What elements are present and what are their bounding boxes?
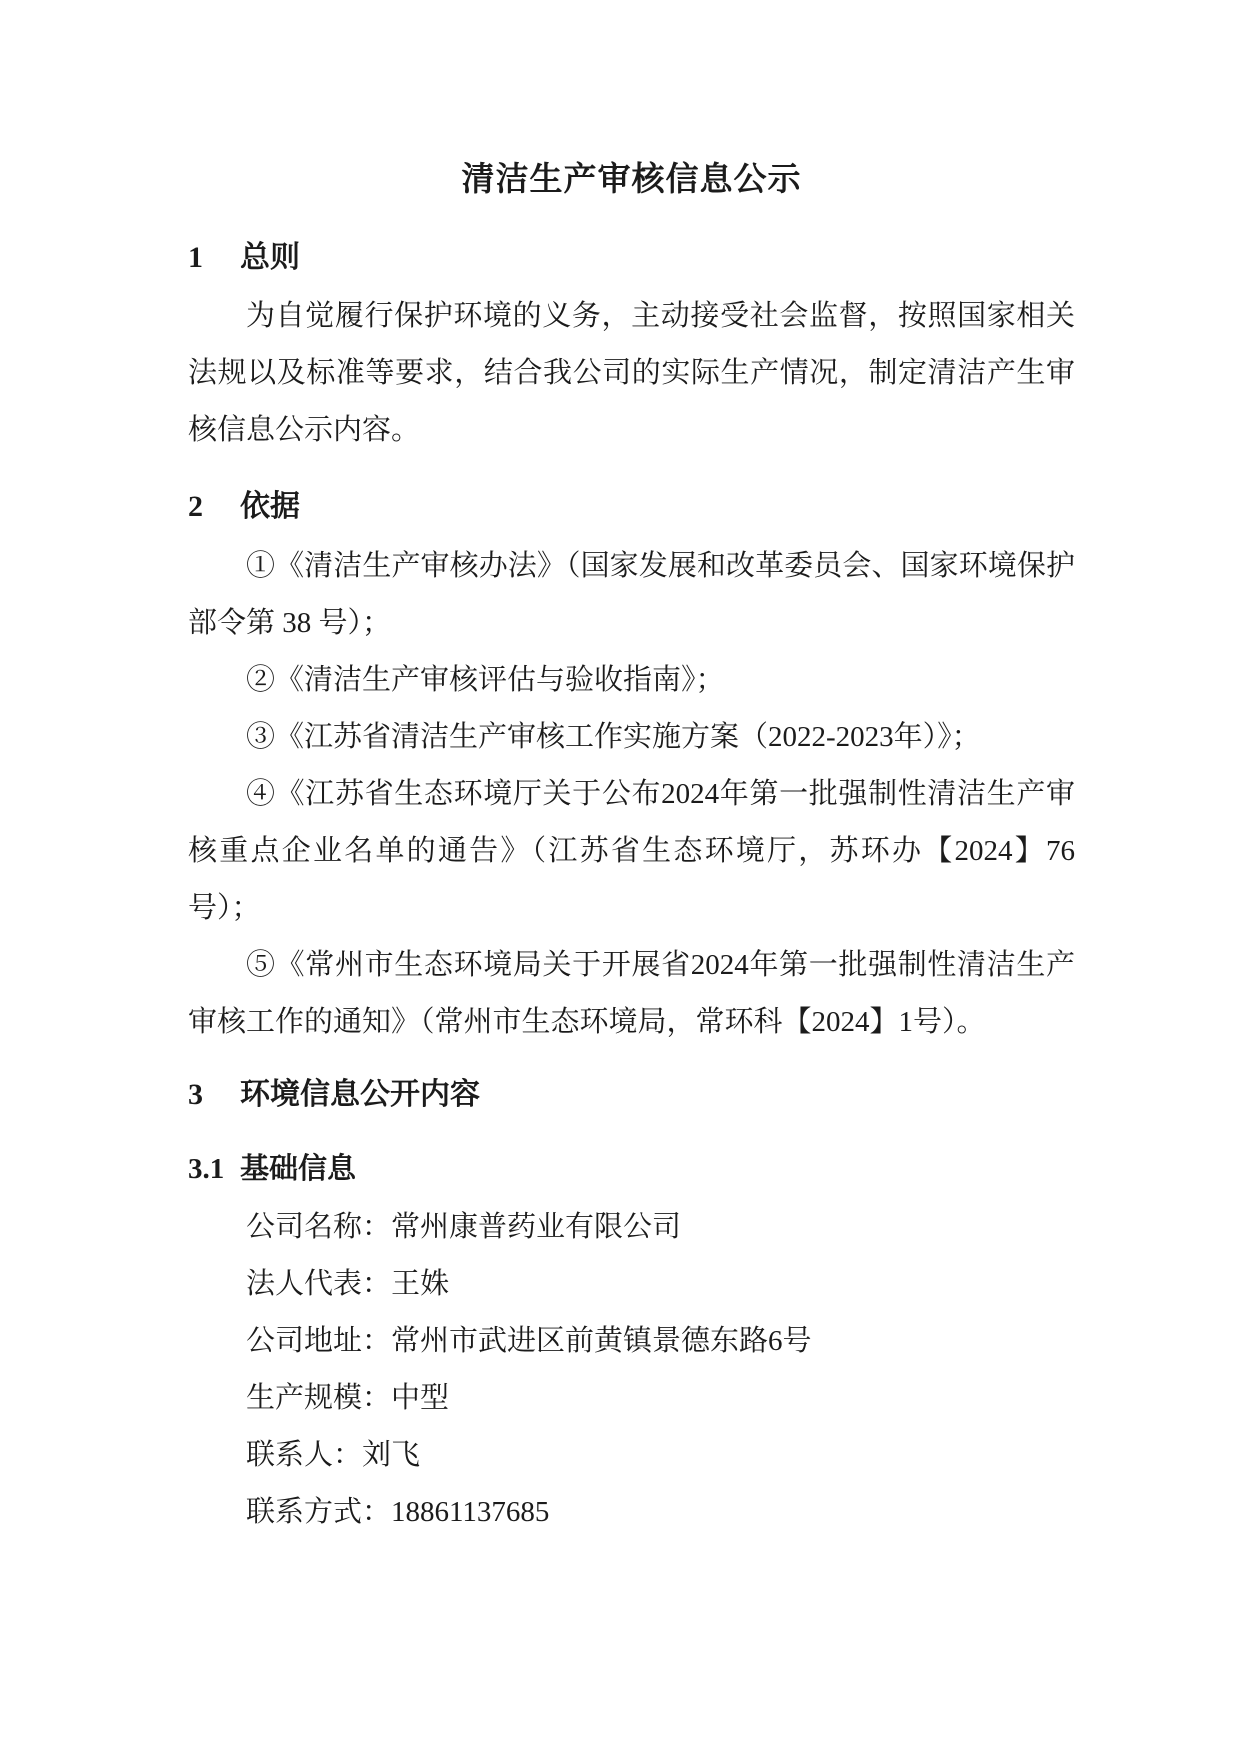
- section-3-heading: [188, 1077, 1075, 1113]
- section-3-number: 3: [188, 1078, 203, 1111]
- reference-item-5: ⑤《常州市生态环境局关于开展省2024年第一批强制性清洁生产审核工作的通知》（常州市生态环境局，常环科【2024】1号）。: [188, 949, 1075, 1038]
- info-line-company-name: 公司名称：常州康普药业有限公司: [246, 1211, 682, 1243]
- general-principles-paragraph: 为自觉履行保护环境的义务，主动接受社会监督，按照国家相关法规以及标准等要求，结合我公司的实际生产情况，制定清洁产生审核信息公示内容。: [188, 300, 1075, 446]
- section-1-heading-text: 总则: [240, 241, 300, 274]
- section-environmental-disclosure: [188, 1077, 1075, 1541]
- reference-item-1: ①《清洁生产审核办法》（国家发展和改革委员会、国家环境保护部令第 38 号）；: [188, 550, 1075, 639]
- subsection-3-1-heading-text: 基础信息: [240, 1153, 357, 1185]
- section-1-number: 1: [188, 241, 203, 274]
- info-line-contact-person: 联系人：刘飞: [246, 1439, 421, 1471]
- info-line-legal-representative: 法人代表：王姝: [246, 1268, 450, 1300]
- subsection-3-1-heading: [188, 1152, 1075, 1186]
- subsection-3-1-number: 3.1: [188, 1153, 225, 1185]
- info-line-contact-number: 联系方式：18861137685: [246, 1496, 550, 1528]
- reference-list: [188, 538, 1075, 1051]
- reference-item-3: ③《江苏省清洁生产审核工作实施方案（2022-2023年）》；: [246, 721, 981, 753]
- document-title: 清洁生产审核信息公示: [461, 162, 802, 198]
- section-basis: [188, 489, 1075, 1051]
- section-3-heading-text: 环境信息公开内容: [240, 1078, 480, 1111]
- reference-item-2: ②《清洁生产审核评估与验收指南》；: [246, 664, 725, 696]
- info-line-production-scale: 生产规模：中型: [246, 1382, 450, 1414]
- section-general-principles: [188, 240, 1075, 459]
- basic-info-list: [188, 1199, 1075, 1541]
- section-2-heading: [188, 489, 1075, 525]
- section-2-heading-text: 依据: [240, 490, 300, 523]
- section-2-number: 2: [188, 490, 203, 523]
- info-line-company-address: 公司地址：常州市武进区前黄镇景德东路6号: [246, 1325, 812, 1357]
- reference-item-4: ④《江苏省生态环境厅关于公布2024年第一批强制性清洁生产审核重点企业名单的通告》（江苏省生态环境厅，苏环办【2024】76号）；: [188, 778, 1075, 924]
- section-1-heading: [188, 240, 1075, 276]
